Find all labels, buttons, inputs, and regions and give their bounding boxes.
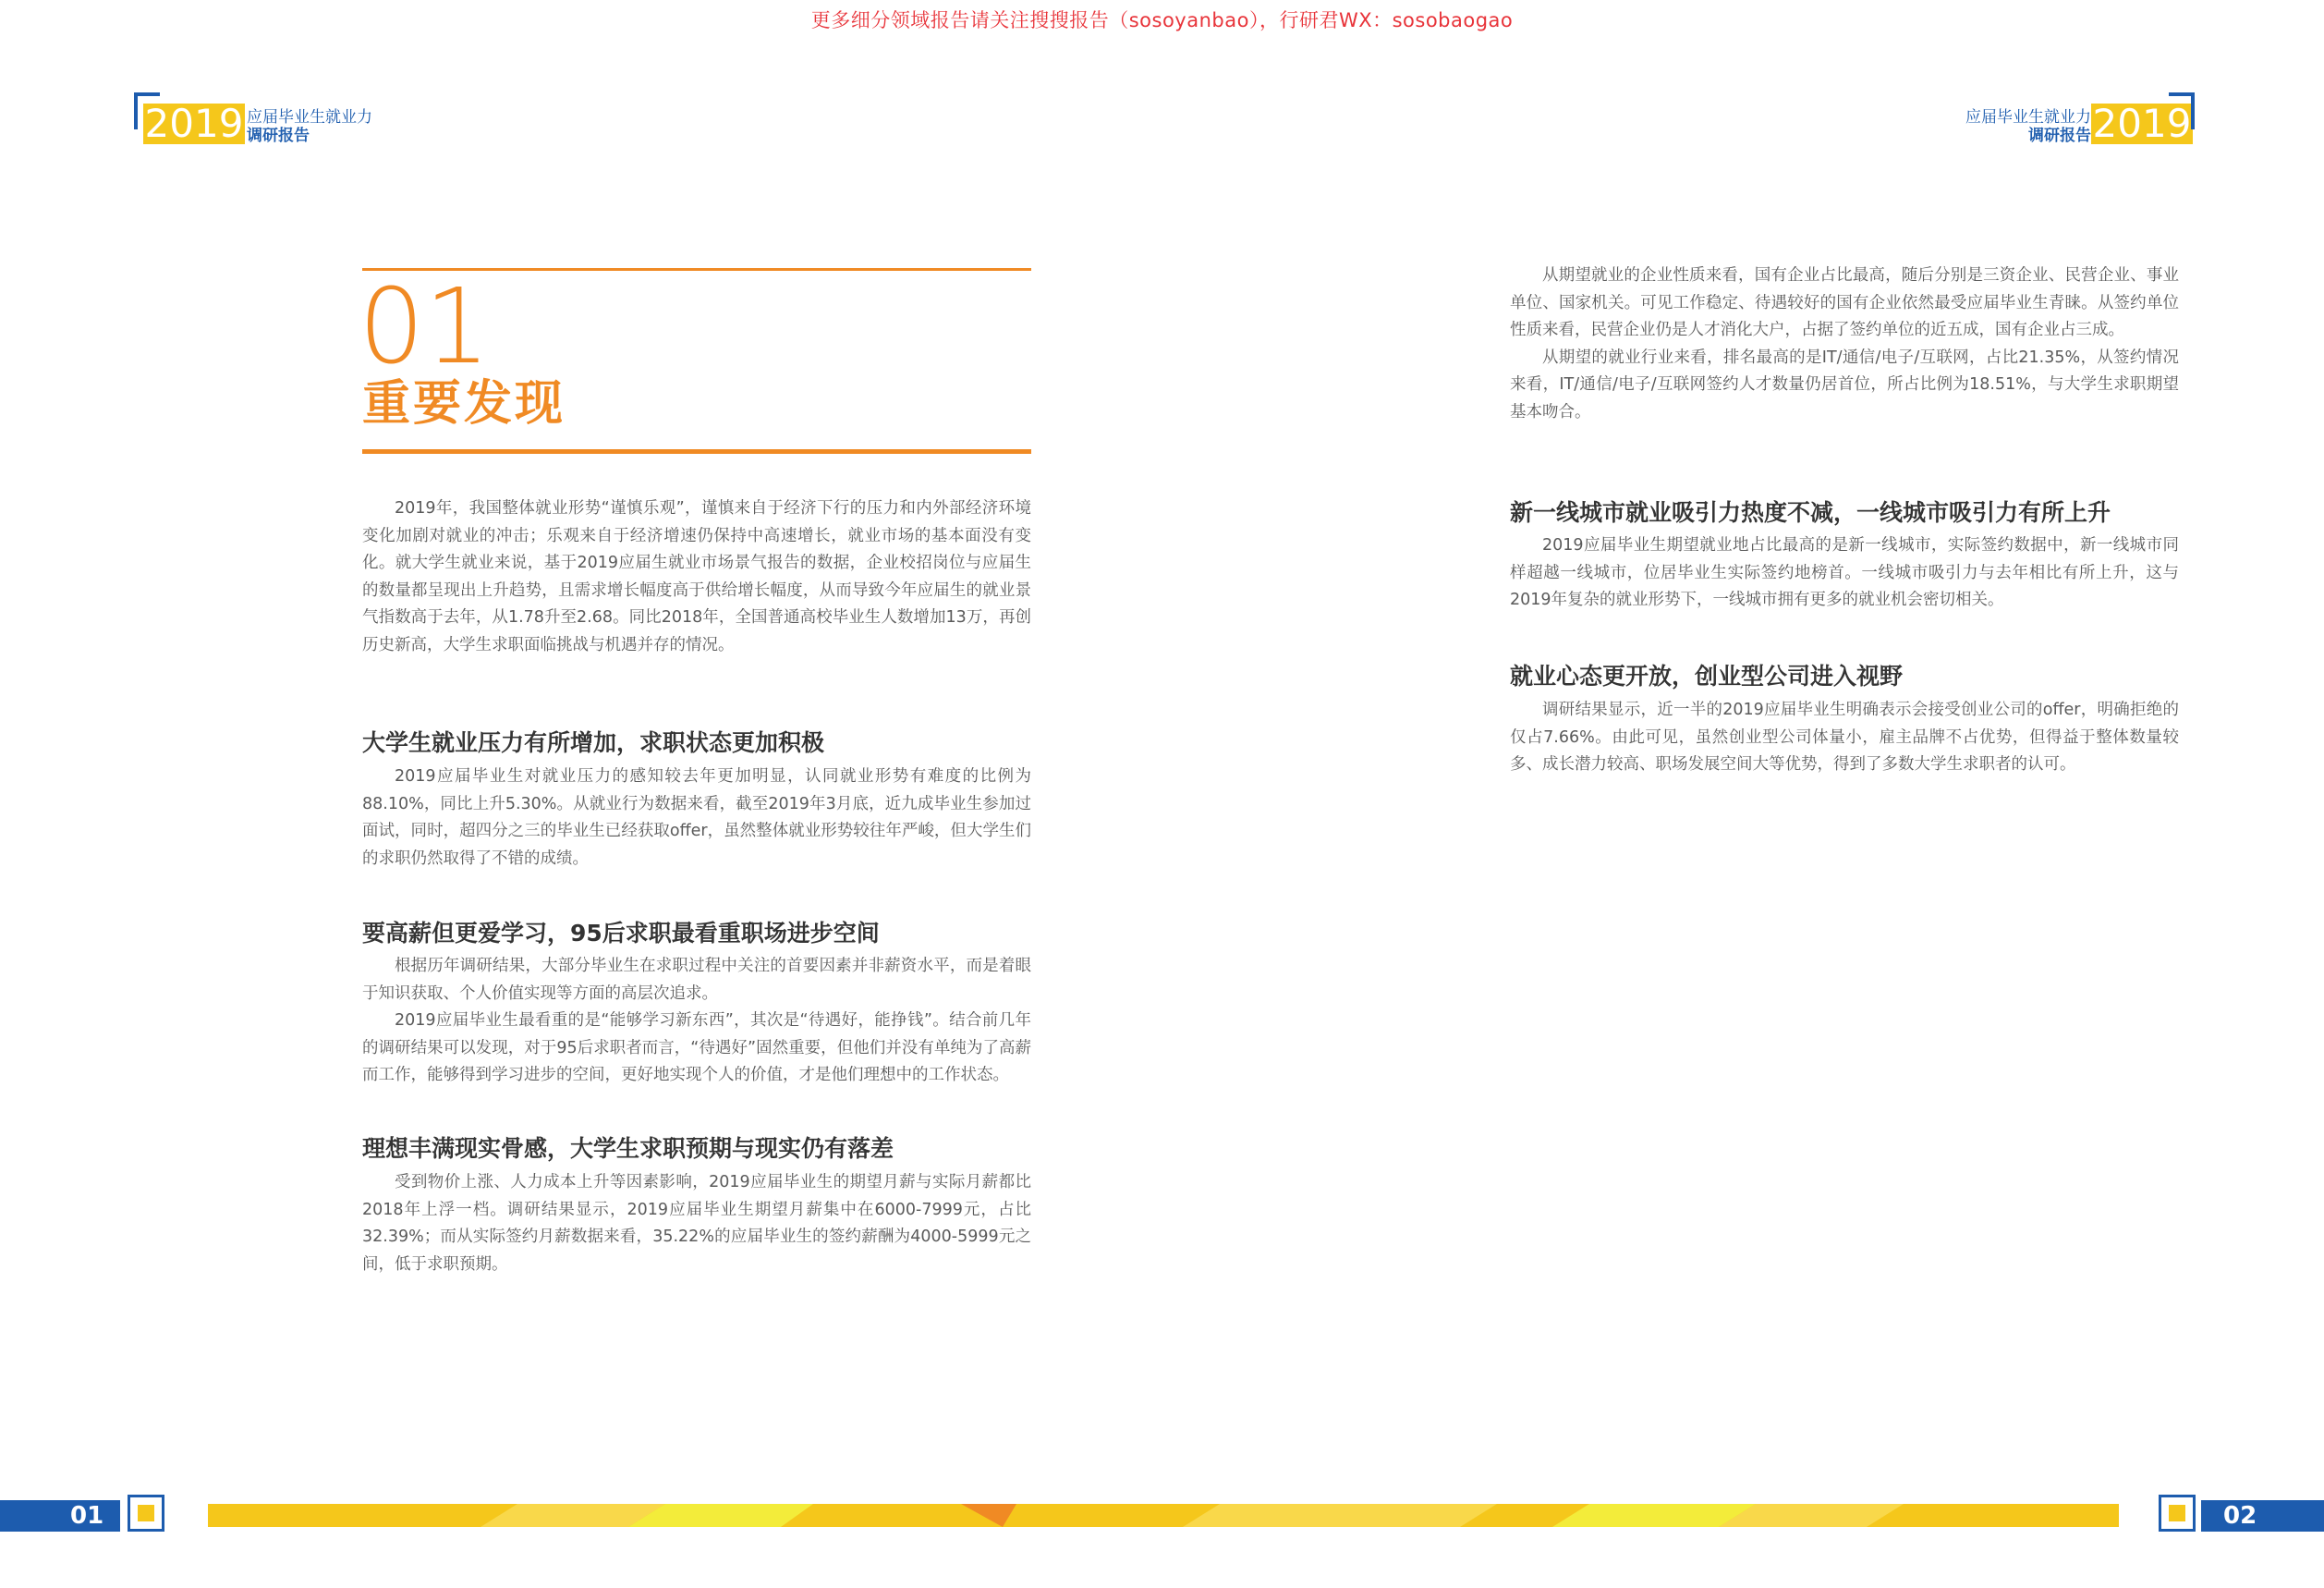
logo-year: 2019	[2092, 101, 2192, 146]
paragraph-text: 从期望的就业行业来看，排名最高的是IT/通信/电子/互联网，占比21.35%，从签约情况来看，IT/通信/电子/互联网签约人才数量仍居首位，所占比例为18.51%，与大学生求职期望基本吻合。	[1510, 348, 2179, 421]
page-number-text: 01	[70, 1502, 104, 1530]
paragraph-new-tier1-cities	[1510, 532, 2179, 615]
footer-decorative-band	[0, 1501, 2324, 1531]
page-number-left	[0, 1500, 120, 1532]
heading-employment-pressure: 大学生就业压力有所增加，求职状态更加积极	[362, 729, 825, 756]
paragraph-text: 从期望就业的企业性质来看，国有企业占比最高，随后分别是三资企业、民营企业、事业单位、国家机关。可见工作稳定、待遇较好的国有企业依然最受应届毕业生青睐。从签约单位性质来看，民营企业仍是人才消化大户，占据了签约单位的近五成，国有企业占三成。	[1510, 266, 2179, 339]
paragraph-employment-pressure	[362, 763, 1031, 873]
logo-corner-bracket-vertical	[134, 92, 138, 129]
section-number: 01	[359, 267, 491, 387]
paragraph-salary-expectation	[362, 1169, 1031, 1278]
paragraph-text: 受到物价上涨、人力成本上升等因素影响，2019应届毕业生的期望月薪与实际月薪都比2018年上浮一档。调研结果显示，2019应届毕业生期望月薪集中在6000-7999元，占比32.39%；而从实际签约月薪数据来看，35.22%的应届毕业生的签约薪酬为4000-5999元之间，低于求职预期。	[362, 1173, 1031, 1274]
logo-corner-bracket-vertical	[2191, 92, 2195, 129]
logo-title: 应届毕业生就业力	[1965, 108, 2091, 127]
heading-startup-acceptance: 就业心态更开放，创业型公司进入视野	[1510, 663, 1904, 690]
intro-paragraph	[362, 495, 1031, 659]
report-logo-right	[1954, 92, 2195, 144]
page-number-text: 02	[2223, 1502, 2257, 1530]
logo-subtitle: 调研报告	[2028, 127, 2091, 145]
heading-new-tier1-cities: 新一线城市就业吸引力热度不减，一线城市吸引力有所上升	[1510, 499, 2111, 526]
paragraph-startup-acceptance	[1510, 697, 2179, 779]
footer-square-icon	[128, 1495, 164, 1532]
intro-text: 2019年，我国整体就业形势“谨慎乐观”，谨慎来自于经济下行的压力和内外部经济环境变化加剧对就业的冲击；乐观来自于经济增速仍保持中高速增长，就业市场的基本面没有变化。就大学生就业来说，基于2019应届生就业市场景气报告的数据，企业校招岗位与应届生的数量都呈现出上升趋势，且需求增长幅度高于供给增长幅度，从而导致今年应届生的就业景气指数高于去年，从1.78升至2.68。同比2018年，全国普通高校毕业生人数增加13万，再创历史新高，大学生求职面临挑战与机遇并存的情况。	[362, 499, 1031, 654]
logo-subtitle: 调研报告	[247, 127, 310, 145]
watermark-banner: 更多细分领域报告请关注搜搜报告（sosoyanbao），行研君WX：sosobaogao	[810, 9, 1514, 31]
paragraph-text: 根据历年调研结果，大部分毕业生在求职过程中关注的首要因素并非薪资水平，而是着眼于知识获取、个人价值实现等方面的高层次追求。	[362, 957, 1031, 1003]
paragraph-learning-space	[362, 953, 1031, 1090]
section-title: 重要发现	[362, 376, 566, 432]
report-logo-left	[134, 92, 411, 144]
paragraph-enterprise-industry	[1510, 263, 2179, 426]
paragraph-text: 调研结果显示，近一半的2019应届毕业生明确表示会接受创业公司的offer，明确拒绝的仅占7.66%。由此可见，虽然创业型公司体量小，雇主品牌不占优势，但得益于整体数量较多、成长潜力较高、职场发展空间大等优势，得到了多数大学生求职者的认可。	[1510, 701, 2179, 774]
logo-title: 应届毕业生就业力	[247, 108, 372, 127]
logo-corner-bracket	[134, 92, 160, 96]
section-bottom-rule	[362, 449, 1031, 454]
paragraph-text: 2019应届毕业生对就业压力的感知较去年更加明显，认同就业形势有难度的比例为88.10%，同比上升5.30%。从就业行为数据来看，截至2019年3月底，近九成毕业生参加过面试，同时，超四分之三的毕业生已经获取offer，虽然整体就业形势较往年严峻，但大学生们的求职仍然取得了不错的成绩。	[362, 767, 1031, 868]
page-number-right	[2201, 1500, 2324, 1532]
paragraph-text: 2019应届毕业生最看重的是“能够学习新东西”，其次是“待遇好，能挣钱”。结合前几年的调研结果可以发现，对于95后求职者而言，“待遇好”固然重要，但他们并没有单纯为了高薪而工作，能够得到学习进步的空间，更好地实现个人的价值，才是他们理想中的工作状态。	[362, 1011, 1031, 1084]
logo-year: 2019	[144, 101, 244, 146]
footer-square-icon	[2159, 1495, 2196, 1532]
heading-learning-space: 要高薪但更爱学习，95后求职最看重职场进步空间	[362, 920, 880, 947]
paragraph-text: 2019应届毕业生期望就业地占比最高的是新一线城市，实际签约数据中，新一线城市同样超越一线城市，位居毕业生实际签约地榜首。一线城市吸引力与去年相比有所上升，这与2019年复杂的就业形势下，一线城市拥有更多的就业机会密切相关。	[1510, 536, 2179, 609]
heading-salary-expectation: 理想丰满现实骨感，大学生求职预期与现实仍有落差	[362, 1135, 894, 1162]
